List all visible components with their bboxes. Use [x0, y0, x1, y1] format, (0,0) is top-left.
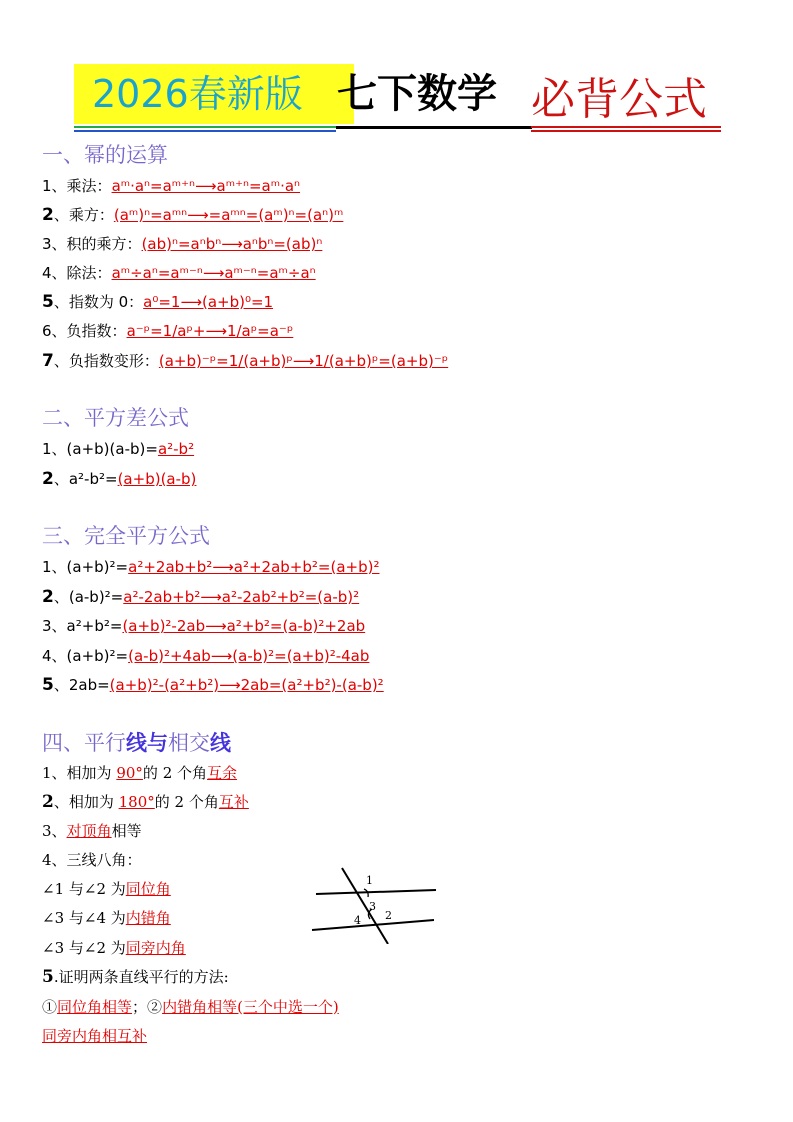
formula-answer: a²-2ab+b²⟶a²-2ab²+b²=(a-b)² — [123, 588, 360, 606]
section-heading-difference-of-squares: 二、平方差公式 — [42, 406, 189, 430]
parallel-item-5 — [42, 966, 229, 988]
angle-pair-label: ∠1 与∠2 为 — [42, 880, 126, 898]
angle-label-2: 2 — [385, 909, 392, 922]
angle-pair-1 — [42, 878, 171, 900]
item-label: 、相加为 — [51, 764, 117, 782]
degree-value: 180° — [118, 793, 155, 811]
parallel-item-3 — [42, 820, 142, 842]
title-underline-green — [74, 126, 336, 128]
separator: ； — [132, 998, 148, 1016]
title-underline-red2 — [531, 130, 721, 132]
item-label: 的 2 个角 — [154, 793, 219, 811]
formula-answer: (a+b)(a-b) — [117, 470, 197, 488]
formula-answer: a⁻ᵖ=1/aᵖ+⟶1/aᵖ=a⁻ᵖ — [126, 322, 294, 340]
powers-item-4 — [42, 262, 316, 284]
method: 同位角相等 — [57, 998, 133, 1016]
item-label: 、2ab= — [53, 676, 110, 694]
item-number: 3 — [42, 617, 52, 635]
parallel-item-4 — [42, 849, 142, 871]
perfect-square-item-1 — [42, 556, 379, 578]
item-label: 、a²+b²= — [51, 617, 123, 635]
section-heading-parallel-lines — [42, 730, 231, 756]
perfect-square-item-2 — [42, 586, 359, 608]
powers-item-6 — [42, 320, 293, 342]
item-label: 、a²-b²= — [53, 470, 118, 488]
item-label: 、乘方： — [53, 206, 114, 224]
item-number: 2 — [42, 205, 54, 225]
method: 同旁内角相互补 — [42, 1027, 148, 1045]
item-number: 3 — [42, 822, 52, 840]
item-number: 1 — [42, 177, 52, 195]
item-number: 2 — [42, 587, 54, 607]
item-number: 2 — [42, 792, 54, 812]
parallel-item-1 — [42, 762, 237, 784]
degree-value: 90° — [116, 764, 143, 782]
powers-item-3 — [42, 233, 322, 255]
circled-number: ① — [42, 998, 58, 1016]
answer: 同位角 — [125, 880, 171, 898]
item-number: 2 — [42, 469, 54, 489]
item-label: 、 — [51, 822, 67, 840]
circled-number: ② — [147, 998, 163, 1016]
formula-answer: a²-b² — [157, 440, 195, 458]
item-number: 4 — [42, 647, 52, 665]
item-number: 5 — [42, 967, 54, 987]
title-main: 七下数学 — [337, 71, 497, 117]
formula-answer: a²+2ab+b²⟶a²+2ab+b²=(a+b)² — [128, 558, 380, 576]
answer: 互补 — [218, 793, 249, 811]
answer: 互余 — [207, 764, 238, 782]
item-label: 、(a+b)²= — [51, 647, 129, 665]
angle-pair-2 — [42, 907, 171, 929]
diff-squares-item-1 — [42, 438, 194, 460]
perfect-square-item-5 — [42, 674, 384, 696]
answer: 同旁内角 — [125, 939, 186, 957]
heading-part-bold: 线 — [210, 730, 231, 755]
item-number: 1 — [42, 440, 52, 458]
parallel-methods — [42, 996, 339, 1018]
item-label: 、积的乘方： — [51, 235, 142, 253]
item-label: 、相加为 — [53, 793, 119, 811]
title-underline-blue — [74, 130, 336, 132]
angle-label-1: 1 — [366, 874, 373, 887]
formula-answer: a⁰=1⟶(a+b)⁰=1 — [143, 293, 274, 311]
formula-answer: (a+b)²-(a²+b²)⟶2ab=(a²+b²)-(a-b)² — [109, 676, 384, 694]
formula-answer: (a+b)²-2ab⟶a²+b²=(a-b)²+2ab — [122, 617, 366, 635]
item-label: 、乘法： — [51, 177, 112, 195]
parallel-method-3 — [42, 1025, 147, 1047]
powers-item-1 — [42, 175, 300, 197]
angle-pair-label: ∠3 与∠4 为 — [42, 909, 126, 927]
parallel-line-top — [316, 890, 436, 894]
item-number: 3 — [42, 235, 52, 253]
formula-answer: (a+b)⁻ᵖ=1/(a+b)ᵖ⟶1/(a+b)ᵖ=(a+b)⁻ᵖ — [158, 352, 449, 370]
item-label: 、(a+b)(a-b)= — [51, 440, 158, 458]
angle-label-4: 4 — [354, 914, 361, 927]
item-number: 6 — [42, 322, 52, 340]
item-number: 4 — [42, 264, 52, 282]
title-emphasis: 必背公式 — [531, 74, 707, 125]
item-label: 的 2 个角 — [142, 764, 208, 782]
heading-part: 四、平行 — [42, 731, 126, 755]
formula-answer: (a-b)²+4ab⟶(a-b)²=(a+b)²-4ab — [128, 647, 370, 665]
item-label: 、(a+b)²= — [51, 558, 129, 576]
perfect-square-item-4 — [42, 645, 369, 667]
heading-part-bold: 线与 — [126, 730, 168, 755]
item-label: 、三线八角： — [51, 851, 142, 869]
angle-pair-3 — [42, 937, 186, 959]
item-label: 相等 — [111, 822, 142, 840]
answer: 内错角 — [125, 909, 171, 927]
section-heading-powers: 一、幂的运算 — [42, 143, 168, 167]
formula-answer: aᵐ÷aⁿ=aᵐ⁻ⁿ⟶aᵐ⁻ⁿ=aᵐ÷aⁿ — [111, 264, 316, 282]
method: 内错角相等(三个中选一个) — [162, 998, 339, 1016]
item-number: 5 — [42, 292, 54, 312]
parallel-line-bottom — [312, 920, 434, 930]
parallel-item-2 — [42, 791, 249, 813]
item-label: .证明两条直线平行的方法: — [53, 968, 229, 986]
answer: 对顶角 — [66, 822, 112, 840]
title-highlight: 2026春新版 — [74, 64, 354, 124]
item-number: 4 — [42, 851, 52, 869]
diff-squares-item-2 — [42, 468, 196, 490]
angle-label-3: 3 — [369, 900, 376, 913]
transversal-line — [342, 868, 388, 944]
formula-answer: aᵐ·aⁿ=aᵐ⁺ⁿ⟶aᵐ⁺ⁿ=aᵐ·aⁿ — [111, 177, 301, 195]
perfect-square-item-3 — [42, 615, 365, 637]
section-heading-perfect-square: 三、完全平方公式 — [42, 524, 210, 548]
powers-item-7 — [42, 350, 448, 372]
three-lines-eight-angles-figure — [308, 864, 438, 944]
item-number: 1 — [42, 558, 52, 576]
powers-item-2 — [42, 204, 343, 226]
item-label: 、负指数： — [51, 322, 127, 340]
item-label: 、负指数变形： — [53, 352, 159, 370]
item-label: 、指数为 0： — [53, 293, 144, 311]
title-bar — [74, 64, 724, 134]
formula-answer: (aᵐ)ⁿ=aᵐⁿ⟶=aᵐⁿ=(aᵐ)ⁿ=(aⁿ)ᵐ — [113, 206, 344, 224]
item-label: 、除法： — [51, 264, 112, 282]
item-number: 7 — [42, 351, 54, 371]
angle-pair-label: ∠3 与∠2 为 — [42, 939, 126, 957]
item-number: 5 — [42, 675, 54, 695]
heading-part: 相交 — [168, 731, 210, 755]
title-underline-red1 — [531, 126, 721, 128]
powers-item-5 — [42, 291, 273, 313]
title-underline-black — [336, 126, 532, 129]
formula-answer: (ab)ⁿ=aⁿbⁿ⟶aⁿbⁿ=(ab)ⁿ — [141, 235, 323, 253]
item-label: 、(a-b)²= — [53, 588, 124, 606]
item-number: 1 — [42, 764, 52, 782]
